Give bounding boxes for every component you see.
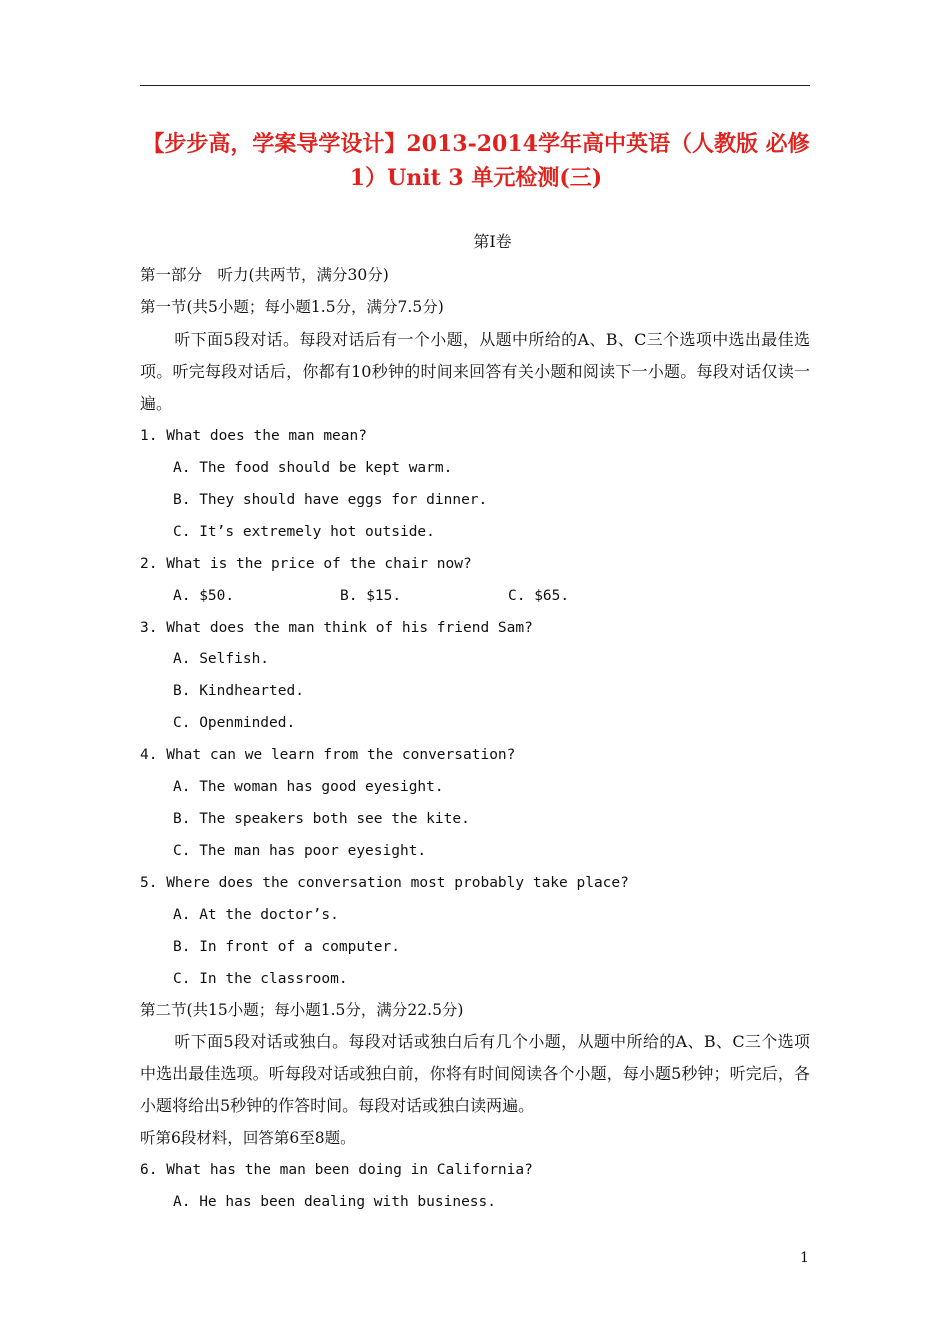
question-5-option-c: C. In the classroom. — [173, 971, 348, 987]
question-5-option-b: B. In front of a computer. — [173, 939, 400, 955]
question-2-option-b: B. $15. — [340, 588, 402, 604]
page-number: 1 — [800, 1250, 809, 1266]
section2-instructions-text: 听下面5段对话或独白。每段对话或独白后有几个小题，从题中所给的A、B、C三个选项中选出最佳选项。听每段对话或独白前，你将有时间阅读各个小题，每小题5秒钟；听完后，各小题将给出5秒钟的作答时间。每段对话或独白读两遍。 — [140, 1032, 810, 1115]
question-1-stem: 1. What does the man mean? — [140, 428, 367, 444]
document-title-line-1: 【步步高，学案导学设计】2013-2014学年高中英语（人教版 必修 — [142, 131, 810, 157]
question-2-stem: 2. What is the price of the chair now? — [140, 556, 472, 572]
question-1-option-c: C. It’s extremely hot outside. — [173, 524, 435, 540]
question-4-option-c: C. The man has poor eyesight. — [173, 843, 427, 859]
section1-instructions — [140, 324, 810, 420]
question-5-stem: 5. Where does the conversation most probably take place? — [140, 875, 629, 891]
section2-instructions — [140, 1026, 810, 1122]
question-3-option-b: B. Kindhearted. — [173, 683, 304, 699]
question-6-stem: 6. What has the man been doing in California? — [140, 1162, 533, 1178]
question-3-option-a: A. Selfish. — [173, 651, 270, 667]
question-1-option-a: A. The food should be kept warm. — [173, 460, 453, 476]
question-4-stem: 4. What can we learn from the conversation? — [140, 747, 516, 763]
header-rule — [140, 85, 810, 86]
section2-heading: 第二节(共15小题；每小题1.5分，满分22.5分) — [140, 1001, 464, 1019]
question-6-option-a: A. He has been dealing with business. — [173, 1194, 497, 1210]
question-4-option-b: B. The speakers both see the kite. — [173, 811, 470, 827]
question-2-option-c: C. $65. — [508, 588, 570, 604]
section1-instructions-text: 听下面5段对话。每段对话后有一个小题，从题中所给的A、B、C三个选项中选出最佳选项。听完每段对话后，你都有10秒钟的时间来回答有关小题和阅读下一小题。每段对话仅读一遍。 — [140, 330, 810, 413]
question-2-option-a: A. $50. — [173, 588, 235, 604]
part1-heading: 第一部分 听力(共两节，满分30分) — [140, 266, 389, 284]
question-4-option-a: A. The woman has good eyesight. — [173, 779, 444, 795]
section1-heading: 第一节(共5小题；每小题1.5分，满分7.5分) — [140, 298, 444, 316]
question-5-option-a: A. At the doctor’s. — [173, 907, 339, 923]
document-title-line-2: 1）Unit 3 单元检测(三) — [349, 165, 603, 191]
question-3-stem: 3. What does the man think of his friend Sam? — [140, 620, 533, 636]
material-note: 听第6段材料，回答第6至8题。 — [140, 1129, 356, 1147]
question-3-option-c: C. Openminded. — [173, 715, 296, 731]
question-1-option-b: B. They should have eggs for dinner. — [173, 492, 488, 508]
volume-label: 第Ⅰ卷 — [473, 232, 512, 251]
